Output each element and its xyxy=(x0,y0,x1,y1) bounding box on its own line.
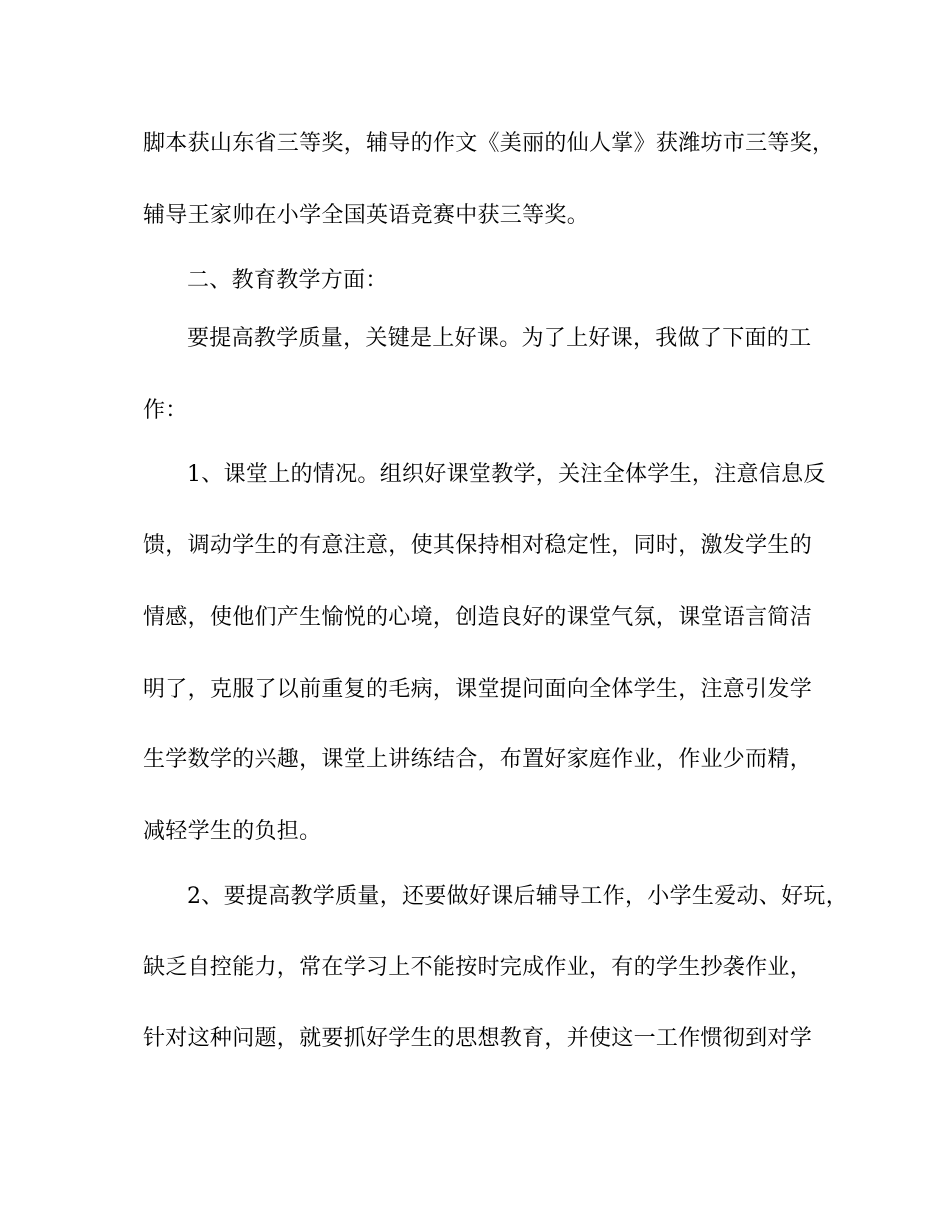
section-heading: 二、教育教学方面： xyxy=(187,268,388,293)
text-line: 脚本获山东省三等奖，辅导的作文《美丽的仙人掌》获潍坊市三等奖， xyxy=(143,131,835,156)
text-line: 情感，使他们产生愉悦的心境，创造良好的课堂气氛，课堂语言简洁 xyxy=(143,605,813,630)
text-line: 要提高教学质量，关键是上好课。为了上好课，我做了下面的工 xyxy=(187,326,812,351)
text-line: 针对这种问题，就要抓好学生的思想教育，并使这一工作惯彻到对学 xyxy=(143,1026,813,1051)
text-line: 1、课堂上的情况。组织好课堂教学，关注全体学生，注意信息反 xyxy=(187,462,826,487)
text-line: 馈，调动学生的有意注意，使其保持相对稳定性，同时，激发学生的 xyxy=(143,533,813,558)
text-line: 明了，克服了以前重复的毛病，课堂提问面向全体学生，注意引发学 xyxy=(143,677,813,702)
text-line: 2、要提高教学质量，还要做好课后辅导工作，小学生爱动、好玩， xyxy=(187,884,848,909)
text-line: 缺乏自控能力，常在学习上不能按时完成作业，有的学生抄袭作业， xyxy=(143,955,813,980)
text-line: 减轻学生的负担。 xyxy=(143,819,322,844)
text-line: 作： xyxy=(143,398,188,423)
text-line: 辅导王家帅在小学全国英语竞赛中获三等奖。 xyxy=(143,203,590,228)
text-line: 生学数学的兴趣，课堂上讲练结合，布置好家庭作业，作业少而精， xyxy=(143,747,813,772)
